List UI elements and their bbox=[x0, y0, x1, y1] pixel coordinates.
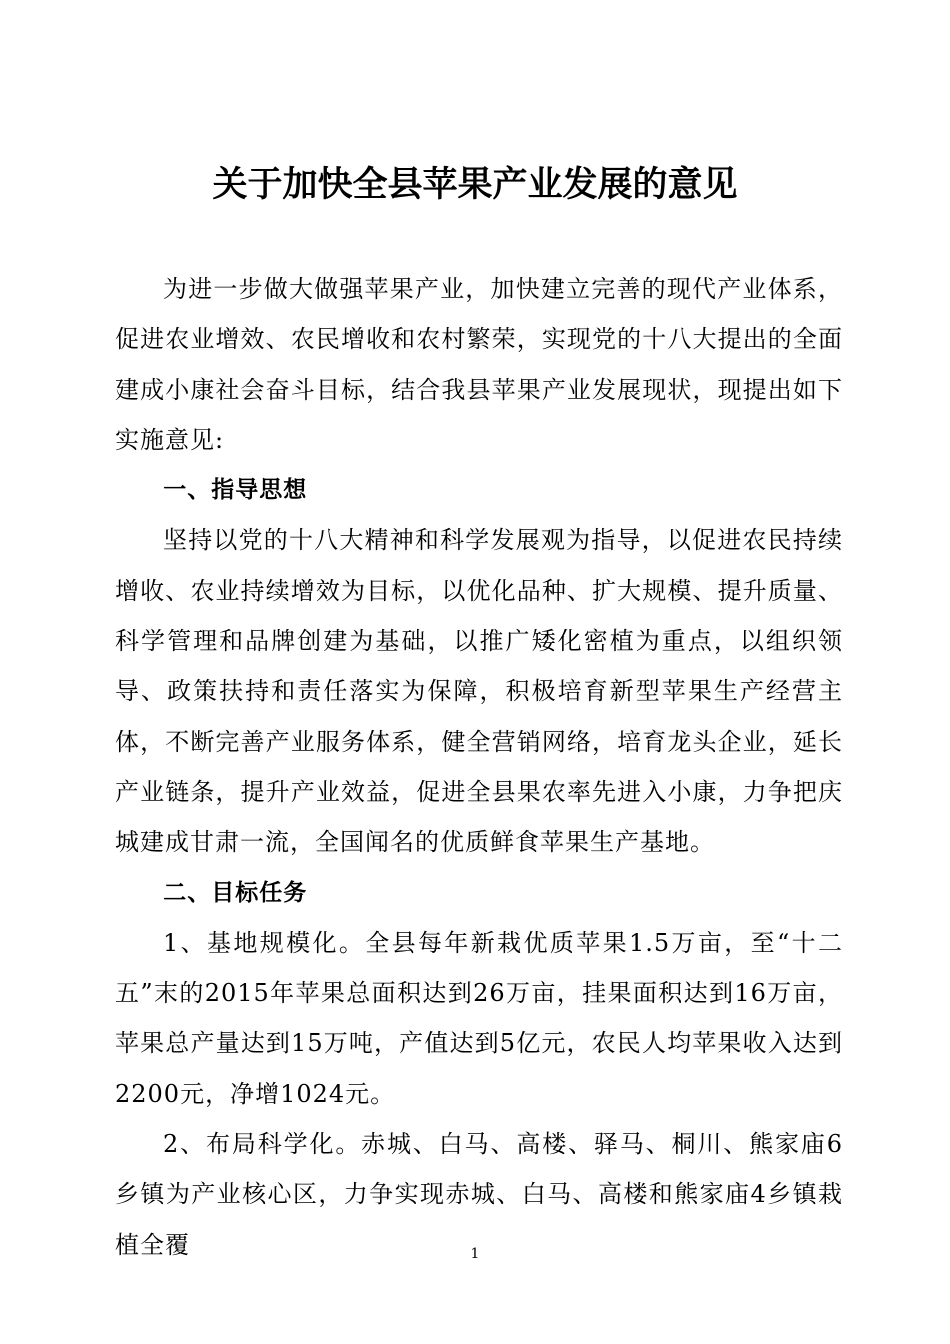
document-body bbox=[115, 264, 843, 1270]
intro-paragraph: 为进一步做大做强苹果产业，加快建立完善的现代产业体系，促进农业增效、农民增收和农村繁荣，实现党的十八大提出的全面建成小康社会奋斗目标，结合我县苹果产业发展现状，现提出如下实施意见: bbox=[115, 275, 843, 454]
page-number: 1 bbox=[470, 1246, 480, 1262]
goal-paragraph-layout: 2、布局科学化。赤城、白马、高楼、驿马、桐川、熊家庙6乡镇为产业核心区，力争实现赤城、白马、高楼和熊家庙4乡镇栽植全覆 bbox=[115, 1130, 843, 1259]
document-title: 关于加快全县苹果产业发展的意见 bbox=[212, 164, 738, 205]
section-heading-goals-tasks: 二、目标任务 bbox=[163, 879, 308, 906]
guiding-ideology-paragraph: 坚持以党的十八大精神和科学发展观为指导，以促进农民持续增收、农业持续增效为目标，以优化品种、扩大规模、提升质量、科学管理和品牌创建为基础，以推广矮化密植为重点，以组织领导、政策扶持和责任落实为保障，积极培育新型苹果生产经营主体，不断完善产业服务体系，健全营销网络，培育龙头企业，延长产业链条，提升产业效益，促进全县果农率先进入小康，力争把庆城建成甘肃一流，全国闻名的优质鲜食苹果生产基地。 bbox=[115, 526, 843, 857]
section-heading-guiding-ideology: 一、指导思想 bbox=[163, 477, 308, 504]
goal-paragraph-base-scale: 1、基地规模化。全县每年新栽优质苹果1.5万亩，至“十二五”末的2015年苹果总面积达到26万亩，挂果面积达到16万亩，苹果总产量达到15万吨，产值达到5亿元，农民人均苹果收入达到2200元，净增1024元。 bbox=[115, 928, 843, 1108]
